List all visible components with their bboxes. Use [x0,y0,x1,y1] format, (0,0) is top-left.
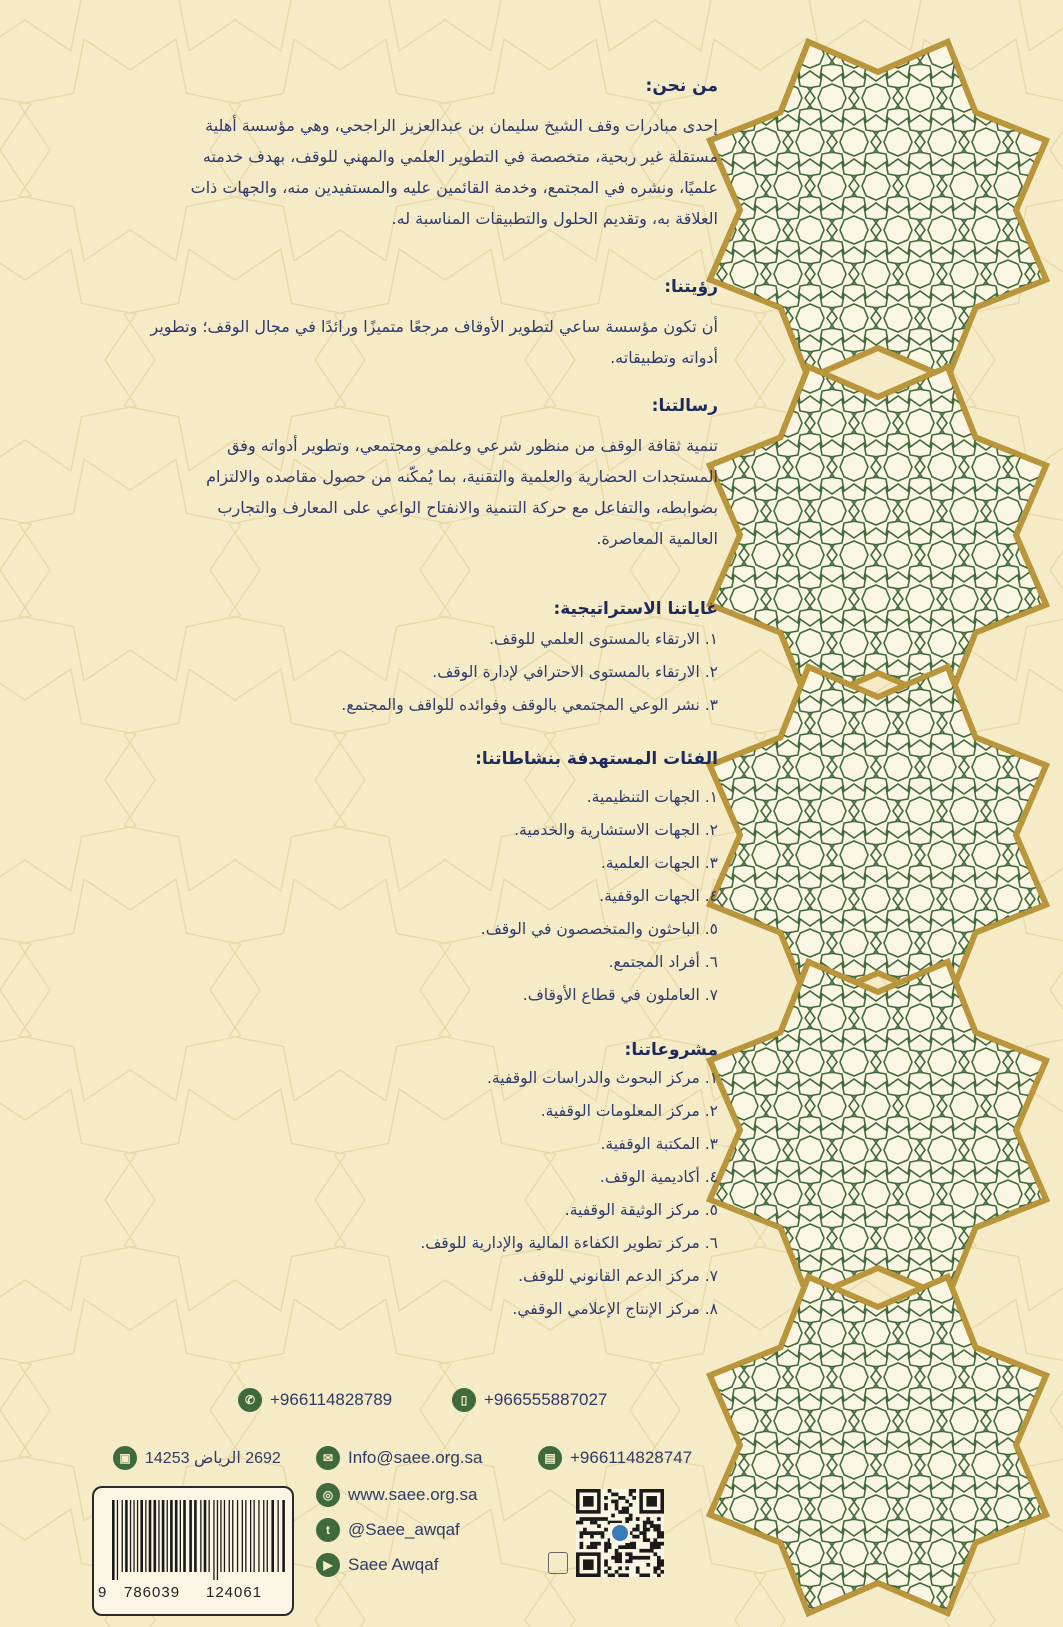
isbn-left-group: 786039 [124,1584,181,1601]
phone-number: +966114828789 [270,1390,393,1409]
about-section [118,76,718,234]
mobile-contact[interactable] [452,1386,607,1414]
mission-line: العالمية المعاصرة. [596,529,718,548]
list-item: ١. مركز البحوث والدراسات الوقفية. [486,1069,718,1087]
mobile-number: +966555887027 [484,1390,608,1409]
list-item: ١. الجهات التنظيمية. [586,788,718,806]
list-item: ٤. الجهات الوقفية. [599,887,718,905]
pobox-address: 2692 الرياض 14253 [145,1450,281,1467]
pobox-contact [113,1444,281,1472]
goals-section [118,599,718,722]
projects-heading: مشروعاتنا: [624,1040,718,1060]
website-link[interactable]: www.saee.org.sa [348,1485,478,1504]
list-item: ٢. الجهات الاستشارية والخدمية. [514,821,718,839]
email-contact[interactable] [316,1444,482,1472]
mission-line: المستجدات الحضارية والعلمية والتقنية، بما يُمكّنه من حصول مقاصده والالتزام [206,467,718,486]
isbn-lead-digit: 9 [98,1584,107,1601]
list-item: ٥. مركز الوثيقة الوقفية. [564,1201,718,1219]
phone-icon: ✆ [238,1388,262,1412]
list-item: ٢. الارتقاء بالمستوى الاحترافي لإدارة الوقف. [432,663,718,681]
about-line: علميًا، ونشره في المجتمع، وخدمة القائمين عليه والمستفيدين منه، والجهات ذات [190,178,718,197]
barcode-bars [110,1500,290,1580]
list-item: ٧. العاملون في قطاع الأوقاف. [522,986,718,1004]
targets-section [118,749,718,1012]
globe-icon: ◎ [316,1483,340,1507]
youtube-channel[interactable]: Saee Awqaf [348,1555,439,1574]
isbn-right-group: 124061 [206,1584,263,1601]
about-line: إحدى مبادرات وقف الشيخ سليمان بن عبدالعزيز الراجحي، وهي مؤسسة أهلية [205,116,718,135]
fax-contact[interactable] [538,1444,692,1472]
email-address[interactable]: Info@saee.org.sa [348,1448,483,1467]
about-text [118,110,718,234]
about-line: العلاقة به، وتقديم الحلول والتطبيقات المناسبة له. [391,209,718,228]
targets-heading: الفئات المستهدفة بنشاطاتنا: [475,749,718,769]
phone-contact[interactable] [238,1386,392,1414]
list-item: ٣. المكتبة الوقفية. [600,1135,718,1153]
goals-list [118,623,718,722]
youtube-contact[interactable] [316,1551,438,1579]
website-contact[interactable] [316,1481,477,1509]
list-item: ٥. الباحثون والمتخصصون في الوقف. [480,920,718,938]
fax-number: +966114828747 [570,1448,693,1467]
mission-line: تنمية ثقافة الوقف من منظور شرعي وعلمي ومجتمعي، وتطوير أدواته وفق [226,436,718,455]
youtube-icon: ▶ [316,1553,340,1577]
twitter-contact[interactable] [316,1516,460,1544]
fax-icon: ▤ [538,1446,562,1470]
vision-heading: رؤيتنا: [664,277,718,297]
mission-heading: رسالتنا: [651,396,718,416]
list-item: ١. الارتقاء بالمستوى العلمي للوقف. [489,630,718,648]
list-item: ٧. مركز الدعم القانوني للوقف. [518,1267,718,1285]
projects-section [118,1040,718,1326]
list-item: ٤. أكاديمية الوقف. [599,1168,718,1186]
mobile-icon: ▯ [452,1388,476,1412]
projects-list [118,1062,718,1326]
list-item: ٢. مركز المعلومات الوقفية. [540,1102,718,1120]
mission-text [118,430,718,554]
goals-heading: غاياتنا الاستراتيجية: [553,599,718,619]
twitter-handle[interactable]: @Saee_awqaf [348,1520,460,1539]
isbn-barcode [92,1486,294,1616]
twitter-icon: t [316,1518,340,1542]
qr-small-logo [548,1552,568,1574]
mission-line: بضوابطه، والتفاعل مع حركة التنمية والانفتاح الواعي على المعارف والتجارب [217,498,718,517]
vision-text [118,311,718,373]
qr-code[interactable] [576,1489,664,1577]
vision-line: أدواته وتطبيقاته. [610,348,718,367]
list-item: ٨. مركز الإنتاج الإعلامي الوقفي. [512,1300,718,1318]
about-heading: من نحن: [645,76,718,96]
list-item: ٣. نشر الوعي المجتمعي بالوقف وفوائده للواقف والمجتمع. [341,696,718,714]
list-item: ٦. أفراد المجتمع. [608,953,718,971]
targets-list [118,781,718,1012]
qr-logo [612,1525,628,1541]
vision-line: أن تكون مؤسسة ساعي لتطوير الأوقاف مرجعًا متميزًا ورائدًا في مجال الوقف؛ وتطوير [150,317,718,336]
about-line: مستقلة غير ربحية، متخصصة في التطوير العلمي والمهني للوقف، بهدف خدمته [202,147,718,166]
list-item: ٣. الجهات العلمية. [600,854,718,872]
list-item: ٦. مركز تطوير الكفاءة المالية والإدارية للوقف. [420,1234,718,1252]
email-icon: ✉ [316,1446,340,1470]
mailbox-icon: ▣ [113,1446,137,1470]
vision-section [118,277,718,373]
mission-section [118,396,718,554]
